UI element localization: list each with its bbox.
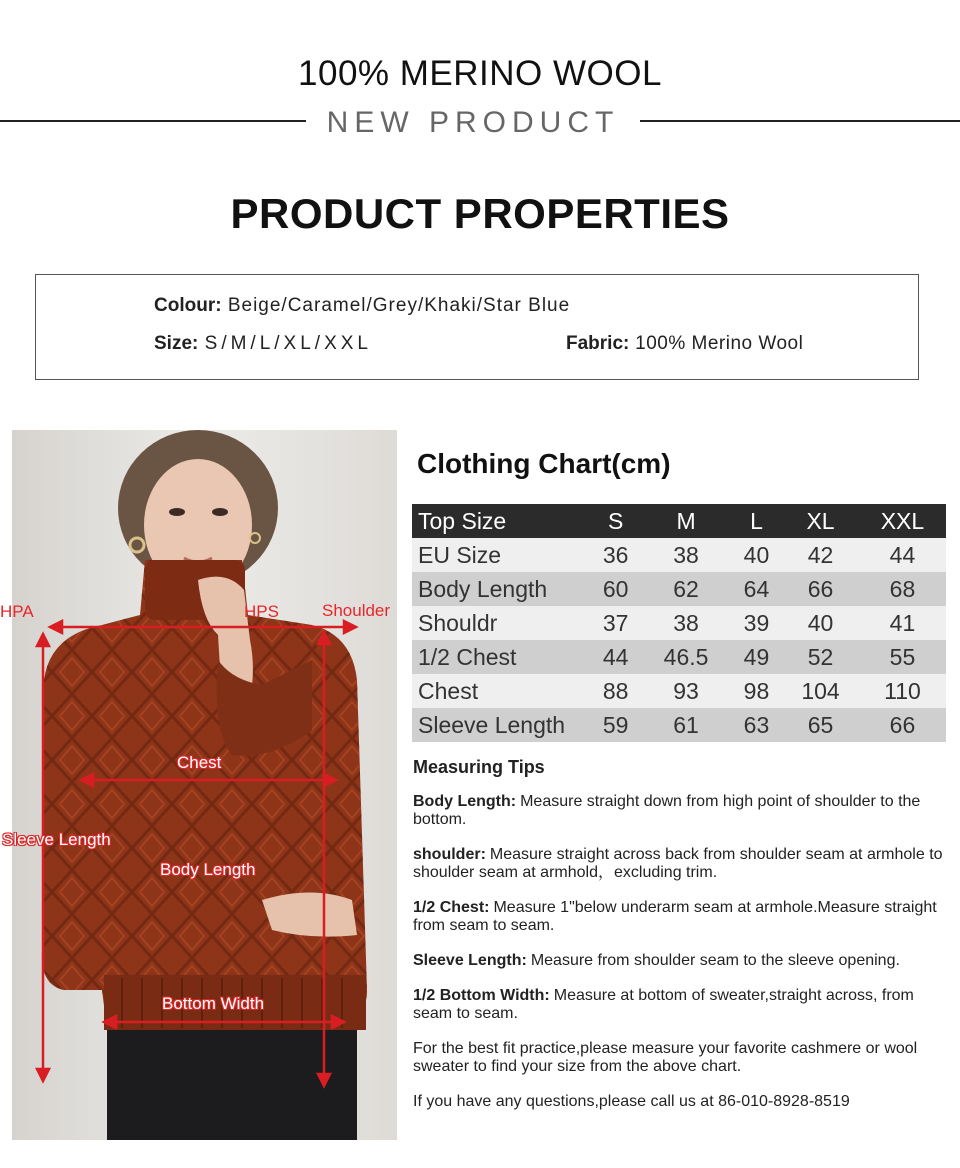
colour-property [154, 295, 570, 317]
table-cell: XXL [859, 504, 946, 538]
tip-item [413, 987, 953, 1023]
table-cell: 64 [731, 572, 782, 606]
table-row [412, 572, 946, 606]
table-cell: 40 [731, 538, 782, 572]
tip-item [413, 846, 953, 882]
tip-item [413, 793, 953, 829]
table-row-label: Shouldr [412, 606, 590, 640]
tip-text: Measure from shoulder seam to the sleeve opening. [530, 952, 900, 969]
table-cell: 40 [782, 606, 859, 640]
colour-value: Beige/Caramel/Grey/Khaki/Star Blue [227, 295, 571, 316]
label-bottom-width: Bottom Width [162, 994, 265, 1013]
table-cell: 37 [590, 606, 641, 640]
fabric-label: Fabric: [566, 333, 630, 354]
table-row-label: 1/2 Chest [412, 640, 590, 674]
table-cell: 110 [859, 674, 946, 708]
table-cell: M [641, 504, 731, 538]
table-cell: S [590, 504, 641, 538]
table-row [412, 606, 946, 640]
tips-title: Measuring Tips [413, 757, 545, 777]
tips-list [413, 793, 953, 1023]
measuring-tips [413, 758, 953, 1128]
tips-contact: If you have any questions,please call us at 86-010-8928-8519 [413, 1093, 850, 1110]
table-cell: 38 [641, 606, 731, 640]
table-cell: L [731, 504, 782, 538]
table-cell: 60 [590, 572, 641, 606]
table-cell: 44 [590, 640, 641, 674]
table-row [412, 674, 946, 708]
table-row-label: Chest [412, 674, 590, 708]
section-title: PRODUCT PROPERTIES [230, 190, 730, 237]
fabric-value: 100% Merino Wool [635, 333, 804, 354]
label-chest: Chest [177, 753, 222, 772]
table-row [412, 538, 946, 572]
table-cell: 49 [731, 640, 782, 674]
table-cell: 55 [859, 640, 946, 674]
table-cell: 88 [590, 674, 641, 708]
tip-label: Body Length: [413, 793, 517, 810]
table-row-label: EU Size [412, 538, 590, 572]
table-cell: 38 [641, 538, 731, 572]
chart-title: Clothing Chart(cm) [417, 448, 671, 479]
size-chart-table [412, 504, 946, 742]
brand-title: 100% MERINO WOOL [298, 54, 662, 93]
table-cell: 66 [859, 708, 946, 742]
table-cell: 104 [782, 674, 859, 708]
table-cell: 41 [859, 606, 946, 640]
table-cell: 42 [782, 538, 859, 572]
table-cell: 59 [590, 708, 641, 742]
tip-text: Measure straight across back from shoulder seam at armhole to shoulder seam at armhold，excluding trim. [413, 846, 943, 881]
size-value: S/M/L/XL/XXL [204, 333, 372, 354]
label-hpa: HPA [0, 602, 34, 621]
label-shoulder: Shoulder [322, 601, 391, 620]
tip-text: Measure at bottom of sweater,straight across, from seam to seam. [413, 987, 914, 1022]
table-row [412, 640, 946, 674]
colour-label: Colour: [154, 295, 222, 316]
label-sleeve-length: Sleeve Length [2, 830, 111, 849]
size-label: Size: [154, 333, 199, 354]
table-cell: 65 [782, 708, 859, 742]
table-row-label: Top Size [412, 504, 590, 538]
table-cell: 66 [782, 572, 859, 606]
tip-text: Measure 1"below underarm seam at armhole.Measure straight from seam to seam. [413, 899, 937, 934]
table-cell: XL [782, 504, 859, 538]
table-cell: 44 [859, 538, 946, 572]
sweater-illustration [12, 430, 397, 1140]
tip-label: shoulder: [413, 846, 486, 863]
tip-label: Sleeve Length: [413, 952, 527, 969]
properties-box [35, 274, 919, 380]
tip-item [413, 952, 953, 970]
tip-item [413, 899, 953, 935]
table-cell: 39 [731, 606, 782, 640]
table-header-row [412, 504, 946, 538]
table-row-label: Body Length [412, 572, 590, 606]
tip-text: Measure straight down from high point of shoulder to the bottom. [413, 793, 921, 828]
fabric-property [566, 333, 803, 355]
label-body-length: Body Length [160, 860, 256, 879]
label-hps: HPS [244, 602, 279, 621]
tips-note: For the best fit practice,please measure your favorite cashmere or wool sweater to find your size from the above chart. [413, 1040, 918, 1075]
table-cell: 68 [859, 572, 946, 606]
product-photo [0, 430, 397, 1140]
table-row-label: Sleeve Length [412, 708, 590, 742]
table-row [412, 708, 946, 742]
table-cell: 93 [641, 674, 731, 708]
table-cell: 63 [731, 708, 782, 742]
subtitle-divider-left [0, 120, 306, 122]
tip-label: 1/2 Chest: [413, 899, 490, 916]
size-property [154, 333, 372, 355]
table-cell: 61 [641, 708, 731, 742]
table-cell: 52 [782, 640, 859, 674]
subtitle-divider-right [640, 120, 960, 122]
table-cell: 46.5 [641, 640, 731, 674]
table-cell: 36 [590, 538, 641, 572]
subtitle: NEW PRODUCT [326, 106, 620, 139]
tip-label: 1/2 Bottom Width: [413, 987, 550, 1004]
table-cell: 98 [731, 674, 782, 708]
table-cell: 62 [641, 572, 731, 606]
